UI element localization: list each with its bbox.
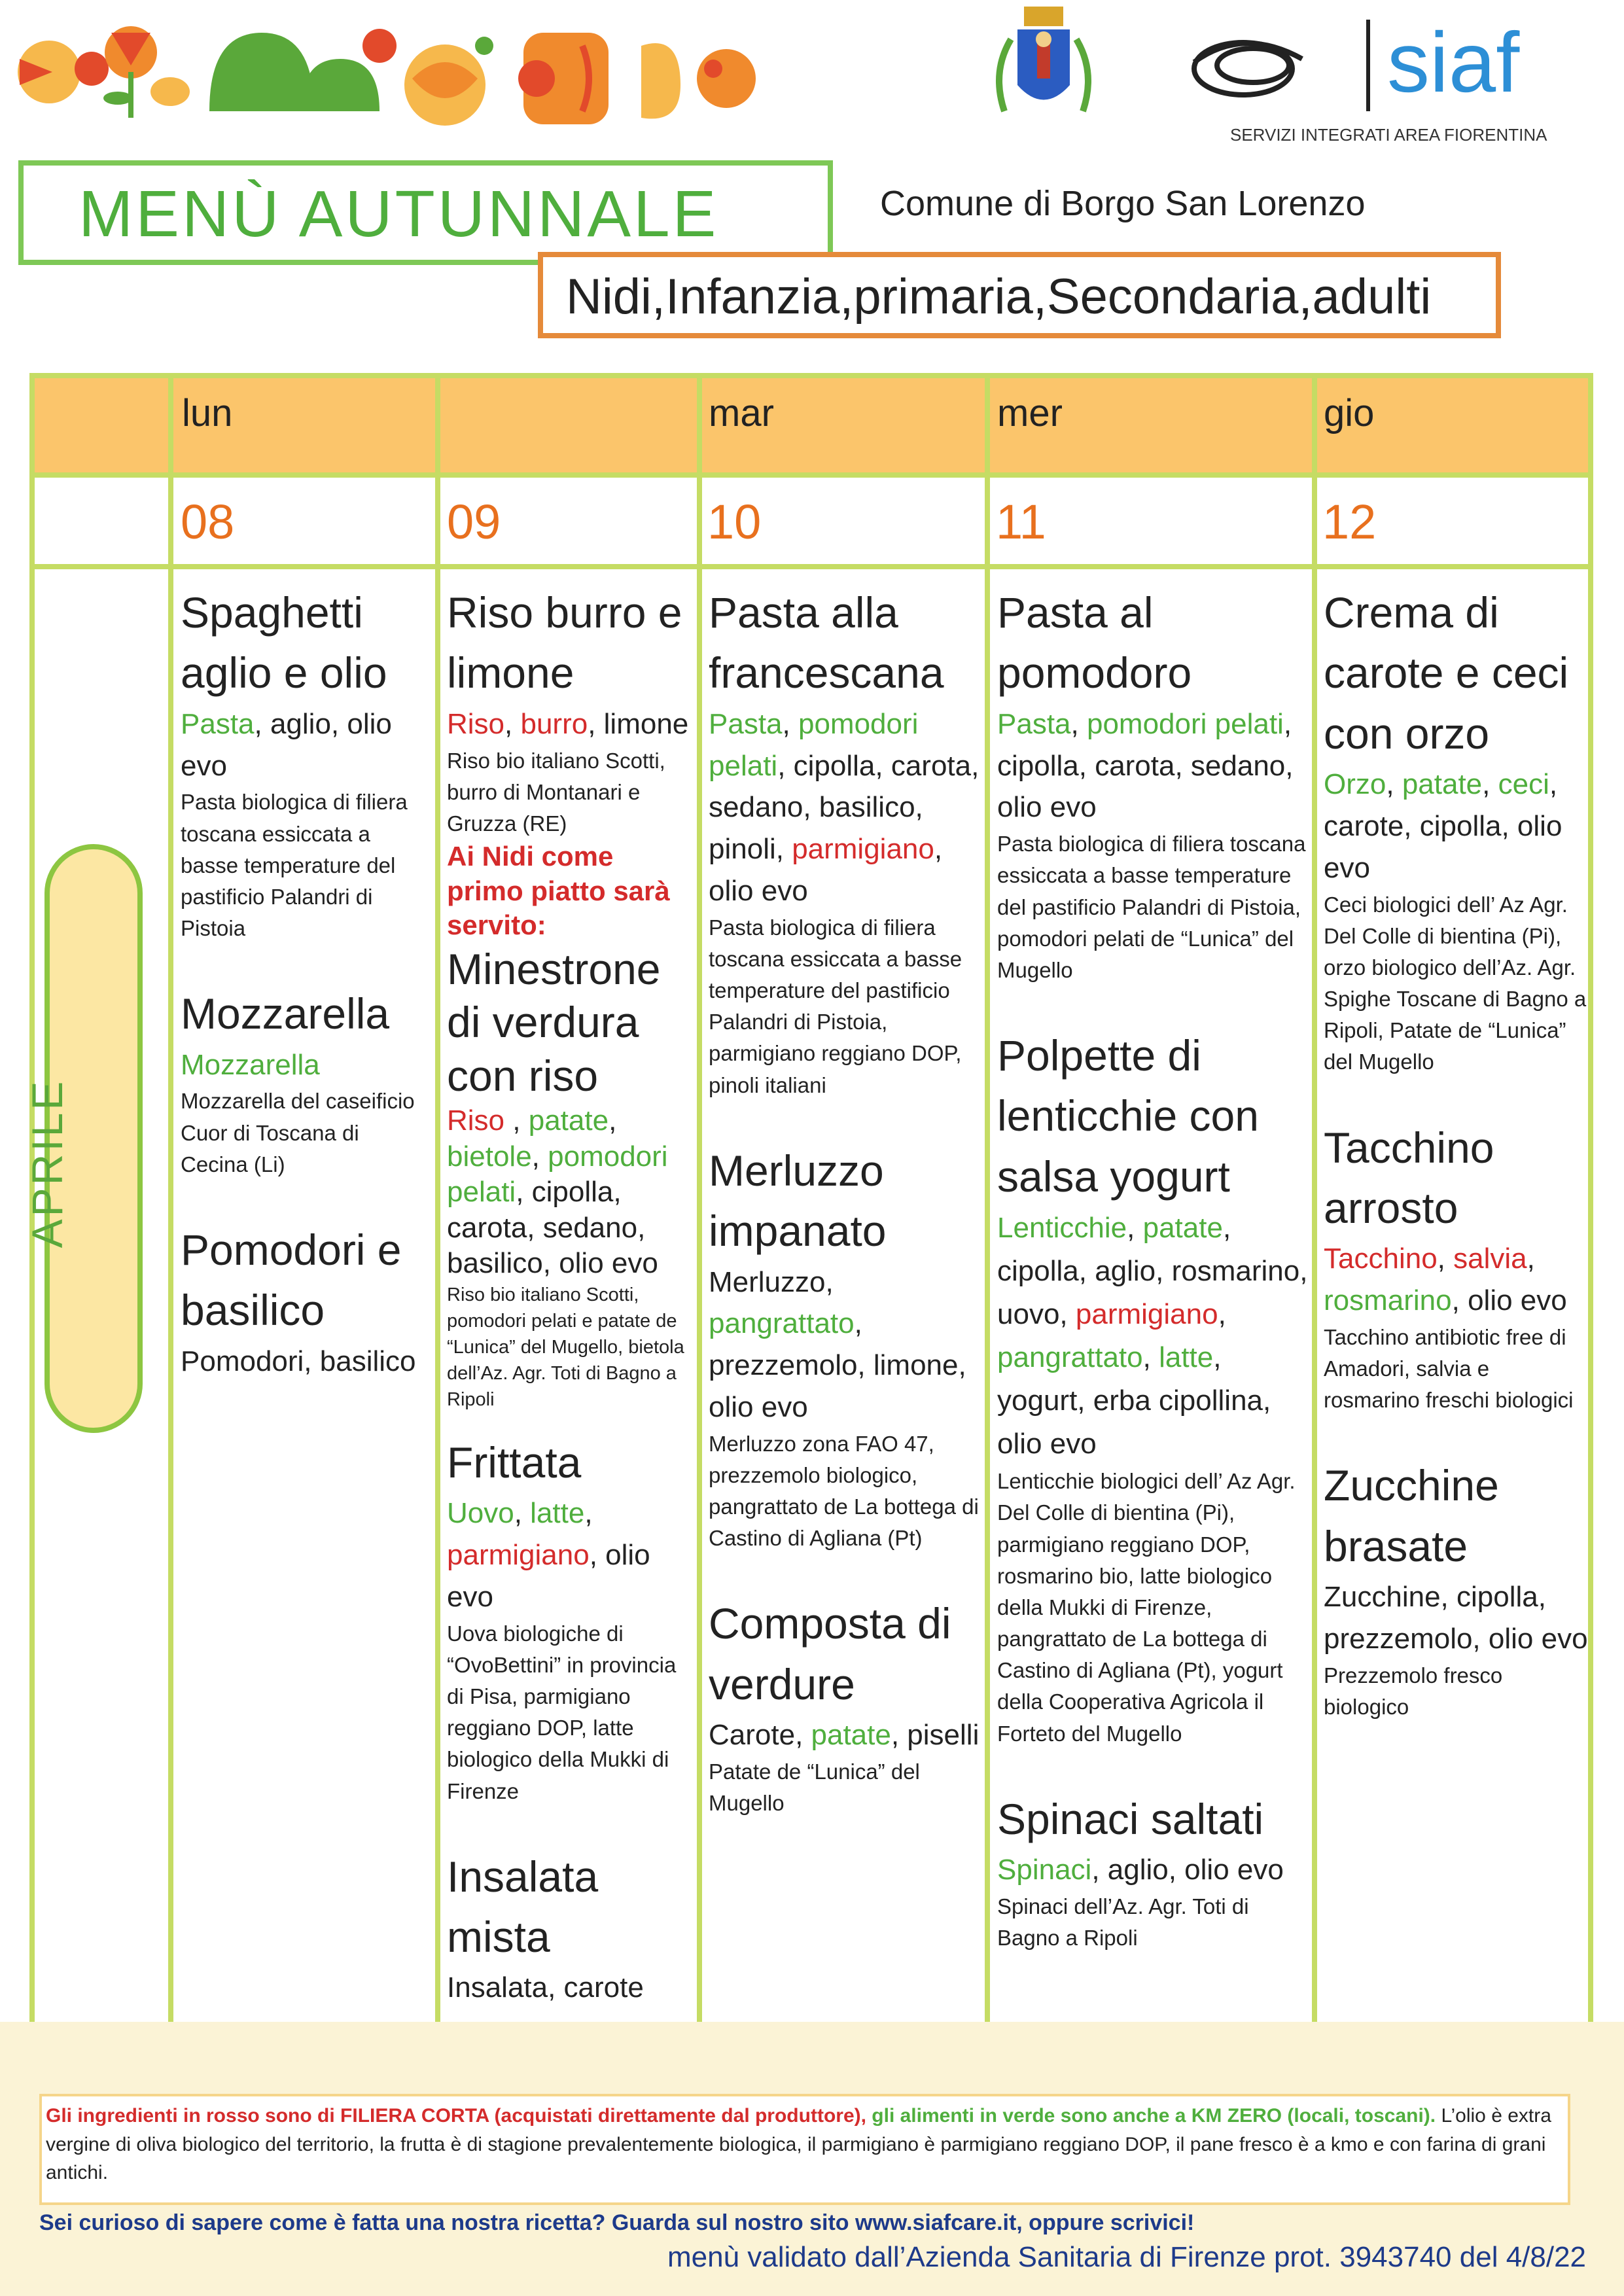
dish-notes: Mozzarella del caseificio Cuor di Toscana di Cecina (Li) bbox=[181, 1089, 415, 1176]
dish-ingredients: Orzo, patate, ceci, carote, cipolla, olio evo bbox=[1324, 768, 1562, 884]
grid-divider bbox=[697, 373, 702, 2041]
dish-ingredients: Carote, patate, piselli bbox=[709, 1719, 980, 1752]
dish-ingredients: Pomodori, basilico bbox=[181, 1345, 416, 1377]
dish-ingredients: Lenticchie, patate, cipolla, aglio, rosmarino, uovo, parmigiano, pangrattato, latte, yogurt, erba cipollina, olio evo bbox=[997, 1212, 1308, 1460]
dish-notes: Riso bio italiano Scotti, burro di Montanari e Gruzza (RE) bbox=[447, 748, 665, 836]
dish-ingredients: Pasta, aglio, olio evo bbox=[181, 707, 392, 782]
dish-notes: Ceci biologici dell’ Az Agr. Del Colle di bientina (Pi), orzo biologico dell’Az. Agr. Spighe Toscane di Bagno a Ripoli, Patate de “Lunica” del Mugello bbox=[1324, 892, 1587, 1074]
dish-ingredients: Spinaci, aglio, olio evo bbox=[997, 1854, 1284, 1886]
day-number: 10 bbox=[707, 495, 762, 549]
dish-notes: Lenticchie biologici dell’ Az Agr. Del Colle di bientina (Pi), parmigiano reggiano DOP, rosmarino bio, latte biologico della Mukki di Firenze, pangrattato de La bottega di Castino di Agliana (Pt), yogurt della Cooperativa Agricola il Forteto del Mugello bbox=[997, 1469, 1296, 1746]
dish-name: Pomodori e basilico bbox=[181, 1225, 402, 1335]
dish-name: Merluzzo impanato bbox=[709, 1146, 887, 1256]
dish-ingredients: Insalata, carote bbox=[447, 1971, 644, 2004]
dish-notes: Merluzzo zona FAO 47, prezzemolo biologico, pangrattato de La bottega di Castino di Agliana (Pt) bbox=[709, 1431, 979, 1551]
menu-column-11 bbox=[997, 582, 1308, 1954]
menu-column-08 bbox=[181, 582, 429, 1383]
nidi-notice: Ai Nidi come primo piatto sarà servito: bbox=[447, 841, 670, 941]
municipal-crest-icon bbox=[985, 0, 1103, 144]
dish-name: Pasta alla francescana bbox=[709, 588, 944, 698]
dish-notes: Patate de “Lunica” del Mugello bbox=[709, 1759, 920, 1816]
dish-name: Pasta al pomodoro bbox=[997, 588, 1192, 698]
grid-divider bbox=[435, 373, 440, 2041]
dish-name: Tacchino arrosto bbox=[1324, 1123, 1494, 1232]
dish-ingredients: Mozzarella bbox=[181, 1048, 320, 1081]
logo-tagline: SERVIZI INTEGRATI AREA FIORENTINA bbox=[1230, 125, 1547, 145]
day-number: 12 bbox=[1322, 495, 1377, 549]
dish-name: Spaghetti aglio e olio bbox=[181, 588, 387, 698]
dish-name: Frittata bbox=[447, 1438, 582, 1487]
dish-ingredients: Uovo, latte, parmigiano, olio evo bbox=[447, 1497, 650, 1613]
dish-notes: Spinaci dell’Az. Agr. Toti di Bagno a Ripoli bbox=[997, 1894, 1249, 1951]
dish-ingredients: Tacchino, salvia, rosmarino, olio evo bbox=[1324, 1243, 1567, 1317]
dish-name: Zucchine brasate bbox=[1324, 1461, 1499, 1570]
month-label: APRILE bbox=[23, 1078, 71, 1248]
dish-name: Insalata mista bbox=[447, 1852, 599, 1962]
menu-column-09 bbox=[447, 582, 696, 2009]
weekday-label: lun bbox=[182, 392, 233, 434]
dish-notes: Prezzemolo fresco biologico bbox=[1324, 1663, 1503, 1720]
dish-name: Spinaci saltati bbox=[997, 1794, 1264, 1843]
dish-ingredients: Merluzzo, pangrattato, prezzemolo, limone, olio evo bbox=[709, 1265, 966, 1423]
weekday-label: mar bbox=[709, 392, 774, 434]
day-number: 09 bbox=[447, 495, 501, 549]
grid-divider bbox=[985, 373, 990, 2041]
dish-name: Minestrone di verdura con riso bbox=[447, 944, 661, 1101]
weekday-label: gio bbox=[1324, 392, 1375, 434]
audience-subtitle: Nidi,Infanzia,primaria,Secondaria,adulti bbox=[566, 269, 1432, 325]
siaf-logo bbox=[1191, 13, 1583, 150]
logo-text: siaf bbox=[1387, 14, 1520, 110]
day-number: 11 bbox=[996, 495, 1046, 549]
dish-notes: Uova biologiche di “OvoBettini” in provincia di Pisa, parmigiano reggiano DOP, latte biologico della Mukki di Firenze bbox=[447, 1621, 677, 1803]
menu-column-12 bbox=[1324, 582, 1589, 1723]
municipality-name: Comune di Borgo San Lorenzo bbox=[880, 184, 1366, 223]
dish-notes: Pasta biologica di filiera toscana essiccata a basse temperature del pastificio Palandri di Pistoia, parmigiano reggiano DOP, pinoli italiani bbox=[709, 915, 962, 1097]
dish-name: Crema di carote e ceci con orzo bbox=[1324, 588, 1569, 758]
validation-note: menù validato dall’Azienda Sanitaria di Firenze prot. 3943740 del 4/8/22 bbox=[667, 2241, 1587, 2273]
dish-ingredients: Zucchine, cipolla, prezzemolo, olio evo bbox=[1324, 1581, 1588, 1655]
dish-ingredients: Riso , patate, bietole, pomodori pelati, cipolla, carota, sedano, basilico, olio evo bbox=[447, 1104, 668, 1280]
grid-divider bbox=[1312, 373, 1317, 2041]
recipe-link-text[interactable]: Sei curioso di sapere come è fatta una nostra ricetta? Guarda sul nostro sito www.siafcare.it, oppure scrivici! bbox=[39, 2210, 1195, 2235]
dish-name: Composta di verdure bbox=[709, 1599, 951, 1708]
dish-name: Polpette di lenticchie con salsa yogurt bbox=[997, 1031, 1259, 1201]
grid-divider bbox=[29, 472, 1593, 478]
grid-divider bbox=[168, 373, 173, 2041]
dish-ingredients: Pasta, pomodori pelati, cipolla, carota, sedano, olio evo bbox=[997, 707, 1294, 824]
dish-notes: Riso bio italiano Scotti, pomodori pelati e patate de “Lunica” del Mugello, bietola dell’Az. Agr. Toti di Bagno a Ripoli bbox=[447, 1284, 684, 1410]
dish-notes: Pasta biologica di filiera toscana essiccata a basse temperature del pastificio Palandri di Pistoia bbox=[181, 790, 408, 941]
page-title: MENÙ AUTUNNALE bbox=[79, 177, 719, 251]
grid-divider bbox=[29, 564, 1593, 569]
dish-notes: Pasta biologica di filiera toscana essiccata a basse temperature del pastificio Palandri di Pistoia, pomodori pelati de “Lunica” del Mugello bbox=[997, 832, 1306, 982]
menu-column-10 bbox=[709, 582, 980, 1819]
dish-name: Mozzarella bbox=[181, 989, 390, 1038]
dish-ingredients: Riso, burro, limone bbox=[447, 707, 689, 740]
day-number: 08 bbox=[181, 495, 235, 549]
dish-notes: Tacchino antibiotic free di Amadori, salvia e rosmarino freschi biologici bbox=[1324, 1324, 1574, 1413]
dish-ingredients: Pasta, pomodori pelati, cipolla, carota, sedano, basilico, pinoli, parmigiano, olio evo bbox=[709, 707, 980, 907]
header-decoration bbox=[13, 7, 759, 144]
dish-name: Riso burro e limone bbox=[447, 588, 682, 698]
legend-text: Gli ingredienti in rosso sono di FILIERA CORTA (acquistati direttamente dal produttore), gli alimenti in verde sono anche a KM ZERO (locali, toscani). L’olio è extra vergine di oliva biologico del territorio, la frutta è di stagione prevalentemente biologica, il parmigiano è parmigiano reggiano DOP, il pane fresco è a kmo e con farina di grani antichi. bbox=[46, 2105, 1551, 2183]
weekday-label: mer bbox=[997, 392, 1063, 434]
